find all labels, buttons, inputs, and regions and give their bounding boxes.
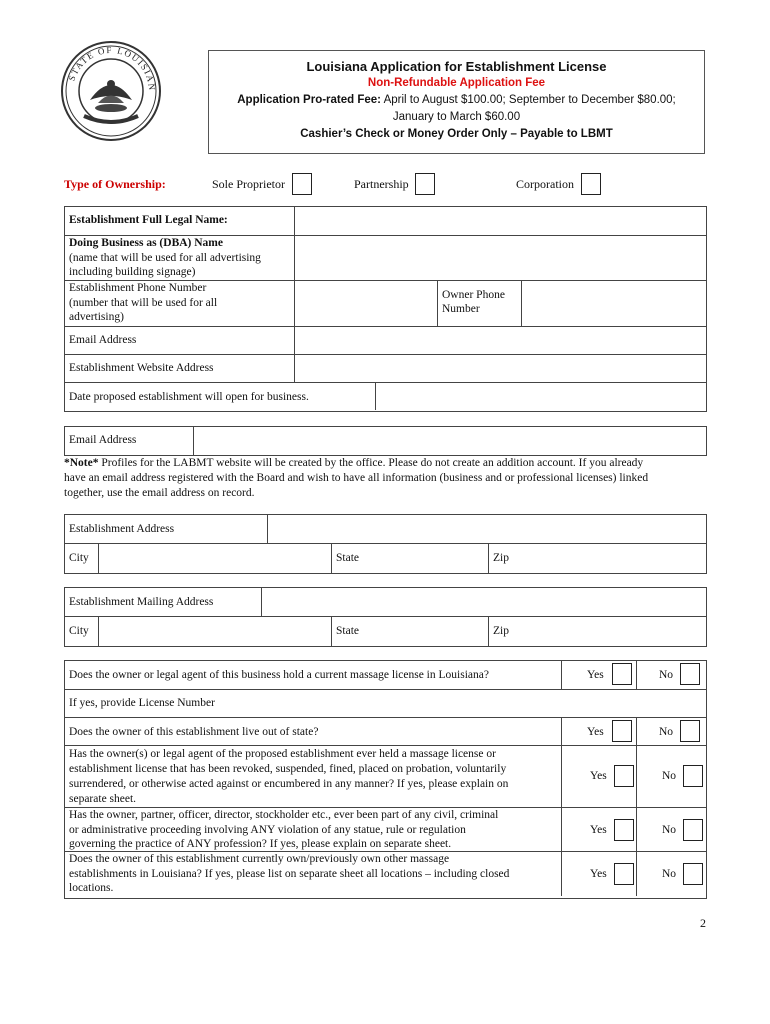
- mailing-address-label: Establishment Mailing Address: [69, 596, 214, 608]
- question-4-line-1: Has the owner, partner, officer, director, stockholder etc., ever been part of any civil, criminal: [69, 809, 499, 821]
- ownership-option-sole: Sole Proprietor: [212, 177, 285, 191]
- website-input[interactable]: [295, 355, 705, 381]
- q1-yes-checkbox[interactable]: [612, 663, 632, 685]
- q5-no-checkbox[interactable]: [683, 863, 703, 885]
- q3-yes-checkbox[interactable]: [614, 765, 634, 787]
- q1-no-label: No: [659, 669, 674, 681]
- email-input[interactable]: [295, 327, 705, 353]
- fee-line-1: [209, 92, 704, 109]
- question-3-line-2: establishment license that has been revoked, suspended, fined, placed on probation, voluntarily: [69, 763, 507, 775]
- question-3-line-3: surrendered, or otherwise acted against or encumbered in any manner? If yes, please explain on: [69, 778, 509, 790]
- sole-proprietor-checkbox[interactable]: [292, 173, 312, 195]
- state-label: State: [336, 552, 359, 564]
- zip-input[interactable]: [515, 544, 705, 572]
- establishment-phone-hint-1: (number that will be used for all: [69, 297, 218, 309]
- partnership-checkbox[interactable]: [415, 173, 435, 195]
- dba-label: Doing Business as (DBA) Name: [69, 237, 223, 249]
- dba-input[interactable]: [295, 236, 705, 280]
- q2-yes-checkbox[interactable]: [612, 720, 632, 742]
- fee-subtitle: Non-Refundable Application Fee: [367, 77, 546, 89]
- license-number-input[interactable]: [240, 690, 705, 716]
- question-4-line-2: or administrative proceeding involving ANY violation of any statue, rule or regulation: [69, 824, 466, 836]
- dba-hint-1: (name that will be used for all advertising: [69, 252, 261, 264]
- q5-yes-label: Yes: [590, 868, 607, 880]
- dba-hint-2: including building signage): [69, 266, 196, 278]
- payment-instruction: Cashier’s Check or Money Order Only – Payable to LBMT: [300, 128, 613, 140]
- question-2: Does the owner of this establishment live out of state?: [69, 726, 319, 738]
- establishment-phone-hint-2: advertising): [69, 311, 124, 323]
- q1-yes-label: Yes: [587, 669, 604, 681]
- q1-no-checkbox[interactable]: [680, 663, 700, 685]
- mailing-zip-label: Zip: [493, 625, 509, 637]
- establishment-address-label: Establishment Address: [69, 523, 175, 535]
- form-title: Louisiana Application for Establishment License: [306, 59, 607, 74]
- seal-text: STATE OF LOUISIAN: [66, 44, 158, 92]
- fee-line-2: January to March $60.00: [392, 111, 521, 123]
- page-number: 2: [700, 916, 706, 930]
- ownership-label: Type of Ownership:: [64, 177, 166, 191]
- establishment-address-input[interactable]: [268, 515, 705, 543]
- owner-phone-label-2: Number: [442, 303, 480, 315]
- q3-no-label: No: [662, 770, 677, 782]
- fee-schedule-1: April to August $100.00; September to December $80.00;: [381, 94, 676, 106]
- owner-phone-label-1: Owner Phone: [442, 289, 505, 301]
- website-label: Establishment Website Address: [69, 362, 214, 374]
- q4-yes-label: Yes: [590, 824, 607, 836]
- q2-no-checkbox[interactable]: [680, 720, 700, 742]
- q4-no-checkbox[interactable]: [683, 819, 703, 841]
- mailing-zip-input[interactable]: [515, 617, 705, 645]
- open-date-input[interactable]: [376, 383, 705, 409]
- state-seal: [60, 40, 162, 142]
- q2-no-label: No: [659, 726, 674, 738]
- question-5-line-2: establishments in Louisiana? If yes, please list on separate sheet all locations – including closed: [69, 868, 510, 880]
- city-input[interactable]: [99, 544, 330, 572]
- q2-yes-label: Yes: [587, 726, 604, 738]
- corporation-checkbox[interactable]: [581, 173, 601, 195]
- city-label: City: [69, 552, 89, 564]
- legal-name-label: Establishment Full Legal Name:: [69, 214, 228, 226]
- ownership-option-corporation: Corporation: [516, 177, 574, 191]
- mailing-city-input[interactable]: [99, 617, 330, 645]
- mailing-state-label: State: [336, 625, 359, 637]
- seal-icon: [60, 40, 162, 142]
- mailing-state-input[interactable]: [365, 617, 487, 645]
- owner-phone-input[interactable]: [522, 281, 705, 325]
- fee-label: Application Pro-rated Fee:: [237, 94, 382, 106]
- question-5-line-3: locations.: [69, 882, 114, 894]
- question-5-line-1: Does the owner of this establishment currently own/previously own other massage: [69, 853, 450, 865]
- establishment-phone-label: Establishment Phone Number: [69, 282, 207, 294]
- license-number-label: If yes, provide License Number: [69, 697, 215, 709]
- mailing-city-label: City: [69, 625, 89, 637]
- email-label: Email Address: [69, 334, 137, 346]
- question-3-line-1: Has the owner(s) or legal agent of the proposed establishment ever held a massage license or: [69, 748, 496, 760]
- legal-name-input[interactable]: [294, 206, 707, 236]
- profile-email-label: Email Address: [69, 434, 137, 446]
- q5-no-label: No: [662, 868, 677, 880]
- q4-yes-checkbox[interactable]: [614, 819, 634, 841]
- question-3-line-4: separate sheet.: [69, 793, 137, 805]
- note-label: *Note*: [64, 457, 99, 469]
- establishment-phone-input[interactable]: [295, 281, 437, 325]
- ownership-option-partnership: Partnership: [354, 177, 409, 191]
- mailing-address-input[interactable]: [262, 588, 705, 616]
- note-text-1: Profiles for the LABMT website will be created by the office. Please do not create an addition account. If you already: [98, 457, 644, 469]
- question-4-line-3: governing the practice of ANY profession? If yes, please explain on separate sheet.: [69, 838, 452, 850]
- zip-label: Zip: [493, 552, 509, 564]
- q4-no-label: No: [662, 824, 677, 836]
- q3-yes-label: Yes: [590, 770, 607, 782]
- note-line-3: together, use the email address on record.: [64, 487, 255, 499]
- q3-no-checkbox[interactable]: [683, 765, 703, 787]
- state-input[interactable]: [365, 544, 487, 572]
- header-box: [208, 50, 705, 154]
- open-date-label: Date proposed establishment will open for business.: [69, 391, 309, 403]
- profile-email-input[interactable]: [194, 427, 705, 454]
- question-1: Does the owner or legal agent of this business hold a current massage license in Louisiana?: [69, 669, 489, 681]
- q5-yes-checkbox[interactable]: [614, 863, 634, 885]
- note-line-2: have an email address registered with the Board and wish to have all information (business and or professional licenses) linked: [64, 472, 649, 484]
- note-line-1: [64, 457, 643, 469]
